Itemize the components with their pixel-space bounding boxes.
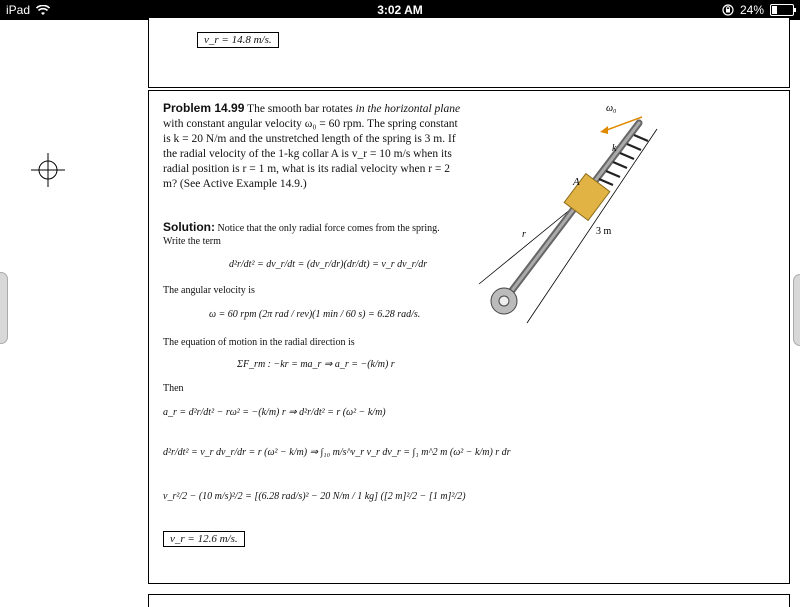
equation-5: d²r/dt² = v_r dv_r/dr = r (ω² − k/m) ⇒ ∫₁₀ m/s^v_r v_r dv_r = ∫₁ m^2 m (ω² − k/m) r dr xyxy=(163,447,511,458)
equation-4: a_r = d²r/dt² − rω² = −(k/m) r ⇒ d²r/dt² = r (ω² − k/m) xyxy=(163,407,386,418)
problem-text-italic: in the horizontal plane xyxy=(355,103,461,115)
length-label: 3 m xyxy=(596,226,612,237)
crop-mark-icon xyxy=(31,153,65,187)
a-label: A xyxy=(573,176,580,188)
problem-text-2: with constant angular velocity ω₀ = 60 rpm. The spring constant is k = 20 N/m and the unstretched length of the spring is 3 m. If the radial velocity of the 1-kg collar A is v_r = 10 m/s when its radial position is r = 1 m, what is its radial velocity when r = 2 m? (See Active Example 14.9.) xyxy=(163,118,458,190)
solution-intro xyxy=(163,221,463,248)
document-page xyxy=(148,90,790,584)
battery-icon xyxy=(770,4,794,16)
equation-6: v_r²/2 − (10 m/s)²/2 = [(6.28 rad/s)² − 20 N/m / 1 kg] ([2 m]²/2 − [1 m]²/2) xyxy=(163,491,466,502)
page-turn-tab-left[interactable] xyxy=(0,272,8,344)
previous-page xyxy=(148,18,790,88)
status-bar xyxy=(0,0,800,20)
previous-answer: v_r = 14.8 m/s. xyxy=(197,32,279,48)
equation-1: d²r/dt² = dv_r/dt = (dv_r/dr)(dr/dt) = v_r dv_r/dr xyxy=(229,259,428,270)
angular-velocity-text: The angular velocity is xyxy=(163,285,255,296)
equation-2: ω = 60 rpm (2π rad / rev)(1 min / 60 s) = 6.28 rad/s. xyxy=(209,309,421,320)
solution-intro-text: Notice that the only radial force comes from the spring. Write the term xyxy=(163,223,440,247)
bar-collar-figure xyxy=(474,101,674,341)
equation-3: ΣF_rm : −kr = ma_r ⇒ a_r = −(k/m) r xyxy=(237,359,395,370)
motion-text: The equation of motion in the radial direction is xyxy=(163,337,355,348)
problem-statement xyxy=(163,101,463,192)
problem-text-1: The smooth bar rotates xyxy=(247,103,353,115)
final-answer: v_r = 12.6 m/s. xyxy=(163,531,245,547)
status-time: 3:02 AM xyxy=(377,3,423,17)
r-label: r xyxy=(522,229,526,240)
page-turn-tab-right[interactable] xyxy=(793,274,800,346)
omega-label: ω₀ xyxy=(606,103,617,114)
screen-lock-icon xyxy=(722,4,734,16)
device-name: iPad xyxy=(6,3,31,17)
problem-label: Problem 14.99 xyxy=(163,101,245,115)
next-page xyxy=(148,594,790,607)
k-label: k xyxy=(612,143,617,154)
then-text: Then xyxy=(163,383,184,394)
status-bar-right xyxy=(722,3,794,17)
solution-label: Solution: xyxy=(163,220,215,234)
battery-percent: 24% xyxy=(739,3,764,17)
